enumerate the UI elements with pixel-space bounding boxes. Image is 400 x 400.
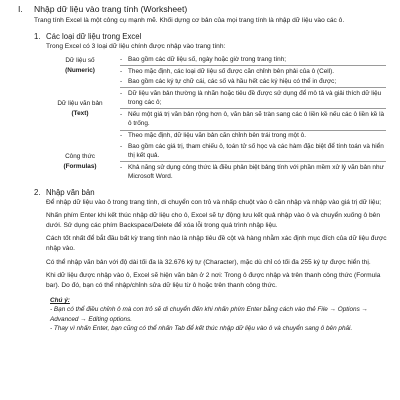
type-name-cell [46, 54, 114, 76]
desc-line: - Khả năng sử dụng công thức là điều phân biệt bảng tính với phần mềm xử lý văn bản như Microsoft Word. [120, 162, 386, 182]
desc-text: Theo mặc định, dữ liệu văn bản căn chỉnh bên trái trong một ô. [128, 132, 306, 140]
desc-text: Bao gồm các giá trị, tham chiếu ô, toán tử số học và các hàm đặc biệt để tính toán và hiển thị kết quả. [128, 142, 384, 160]
type-name-en: (Formulas) [63, 162, 97, 170]
desc-text: Bao gồm các ký tự chữ cái, các số và hầu hết các ký hiệu có thể in được; [128, 78, 337, 86]
note-block [50, 296, 390, 333]
type-name-en: (Numeric) [65, 66, 95, 74]
section1-number: 1. [34, 32, 41, 42]
section1-title: Các loại dữ liệu trong Excel [46, 32, 142, 42]
desc-line: - Dữ liệu văn bản thường là nhãn hoặc tiêu đề được sử dụng để mô tả và giải thích dữ liệu trong các ô; [120, 88, 386, 109]
type-name: Công thức [65, 153, 95, 161]
section2-paragraph: Để nhập dữ liệu vào ô trong trang tính, di chuyển con trỏ và nhấp chuột vào ô cần nhập và nhập vào giá trị dữ liệu; [46, 198, 382, 206]
type-name: Dữ liệu số [65, 56, 95, 64]
section1-heading [34, 32, 390, 41]
desc-line: - Nếu một giá trị văn bản rộng hơn ô, văn bản sẽ tràn sang các ô liền kề nếu các ô liền kề là ô trống. [120, 109, 386, 130]
section2-paragraph: Khi dữ liệu được nhập vào ô, Excel sẽ hiện văn bản ở 2 nơi: Trong ô được nhập và trên thanh công thức (Formula bar). Do đó, bạn có thể nhập/chỉnh sửa dữ liệu từ ô hoặc trên thanh công thức. [46, 272, 381, 289]
heading [18, 4, 390, 14]
section1-lead: Trong Excel có 3 loại dữ liệu chính được nhập vào trang tính: [46, 43, 226, 51]
intro-paragraph: Trang tính Excel là một công cụ mạnh mẽ. Khối dựng cơ bản của mọi trang tính là nhập dữ liệu vào các ô. [34, 17, 345, 24]
desc-line: - Theo mặc định, các loại dữ liệu số được căn chỉnh bên phải của ô (Cell). [120, 67, 334, 75]
note-item: - Thay vì nhấn Enter, bạn cũng có thể nhấn Tab để kết thúc nhập dữ liệu vào ô và chuyển sang ô bên phải. [50, 324, 353, 332]
desc-line: - Bao gồm các ký tự chữ cái, các số và hầu hết các ký hiệu có thể in được; [120, 77, 386, 89]
desc-text: Nếu một giá trị văn bản rộng hơn ô, văn bản sẽ tràn sang các ô liền kề nếu các ô liền kề là ô trống. [128, 110, 385, 128]
type-desc-cell [114, 77, 386, 142]
note-item: - Bạn có thể điều chỉnh ô mà con trỏ sẽ di chuyển đến khi nhấn phím Enter bằng cách vào thẻ File → Options → Advanced → Editing options. [50, 306, 368, 323]
table-row [46, 77, 386, 142]
section2-paragraph: Có thể nhập văn bản với độ dài tối đa là 32.676 ký tự (Character), mặc dù chỉ có tối đa 255 ký tự được hiển thị. [46, 258, 371, 266]
table-row [46, 54, 386, 76]
table-row [46, 141, 386, 182]
section2-number: 2. [34, 187, 41, 197]
type-name-cell [46, 141, 114, 182]
desc-text: Theo mặc định, các loại dữ liệu số được căn chỉnh bên phải của ô (Cell). [128, 67, 334, 75]
type-desc-cell [114, 141, 386, 182]
note-title: Chú ý: [50, 297, 70, 305]
section2-title: Nhập văn bản [46, 187, 95, 197]
data-types-table [46, 54, 386, 182]
desc-line: - Theo mặc định, dữ liệu văn bản căn chỉnh bên trái trong một ô. [120, 132, 306, 140]
desc-text: Khả năng sử dụng công thức là điều phân biệt bảng tính với phần mềm xử lý văn bản như Microsoft Word. [128, 163, 384, 181]
type-name-cell [46, 77, 114, 142]
type-name: Dữ liệu văn bản [57, 100, 103, 108]
heading-number: I. [18, 4, 23, 14]
heading-title: Nhập dữ liệu vào trang tính (Worksheet) [34, 4, 188, 14]
section2-paragraph: Cách tốt nhất để bắt đầu bất kỳ trang tính nào là nhập tiêu đề cột và hàng nhằm xác định mục đích của dữ liệu được nhập vào. [46, 235, 387, 252]
desc-text: Bao gồm các dữ liệu số, ngày hoặc giờ trong trang tính; [128, 55, 287, 63]
type-desc-cell [114, 54, 386, 76]
section2-heading [34, 188, 390, 197]
desc-line: - Bao gồm các giá trị, tham chiếu ô, toán tử số học và các hàm đặc biệt để tính toán và hiển thị kết quả. [120, 141, 386, 162]
desc-text: Dữ liệu văn bản thường là nhãn hoặc tiêu đề được sử dụng để mô tả và giải thích dữ liệu trong các ô; [128, 89, 382, 107]
desc-line: - Bao gồm các dữ liệu số, ngày hoặc giờ trong trang tính; [120, 54, 386, 66]
type-name-en: (Text) [71, 109, 89, 117]
section2-paragraph: Nhấn phím Enter khi kết thúc nhập dữ liệu cho ô, Excel sẽ tự động lưu kết quả nhập vào ô và chuyển xuống ô bên dưới. Sử dụng các phím Backspace/Delete để xóa lỗi trong quá trình nhập liệu. [46, 212, 380, 229]
